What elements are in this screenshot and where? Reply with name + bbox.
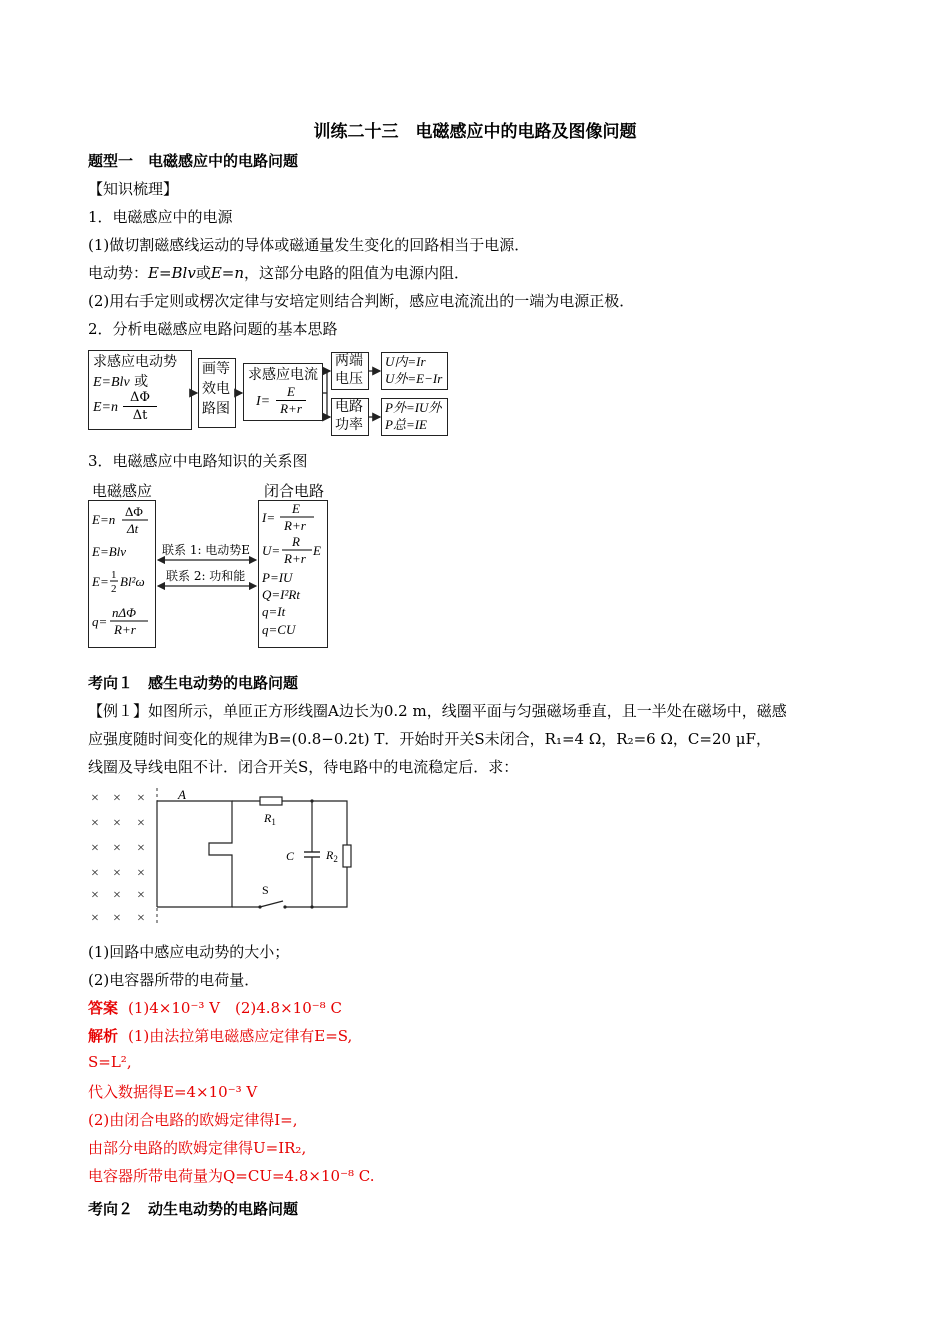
svg-text:q=CU: q=CU xyxy=(262,622,296,637)
svg-text:×: × xyxy=(137,841,145,856)
coil-label: A xyxy=(178,787,186,802)
item2-title: 2．分析电磁感应电路问题的基本思路 xyxy=(88,320,338,338)
direction1-heading: 考向１ 感生电动势的电路问题 xyxy=(88,674,299,692)
svg-text:×: × xyxy=(113,791,121,806)
analysis-line6: 电容器所带电荷量为Q=CU=4.8×10⁻⁸ C. xyxy=(88,1167,375,1185)
flow-box-equivalent: 画等 效电 路图 xyxy=(198,358,236,428)
svg-text:P=IU: P=IU xyxy=(262,570,293,585)
svg-text:U=: U= xyxy=(262,543,281,558)
circuit-diagram xyxy=(85,784,360,929)
svg-text:nΔΦ: nΔΦ xyxy=(112,605,137,620)
item1-line3: (2)用右手定则或楞次定律与安培定则结合判断，感应电流流出的一端为电源正极． xyxy=(88,292,635,310)
r1-label: $R_1$ xyxy=(264,811,276,827)
coil-a xyxy=(157,801,232,907)
rel-left-f1-prefix: E=n xyxy=(92,512,116,527)
flow-box-power: 电路 功率 xyxy=(331,398,369,436)
svg-text:×: × xyxy=(137,791,145,806)
svg-text:×: × xyxy=(113,841,121,856)
relation-right-title: 闭合电路 xyxy=(264,482,325,500)
relation-content xyxy=(0,0,340,660)
flow-emf-f2: E=n xyxy=(93,400,118,415)
svg-text:R+r: R+r xyxy=(284,551,306,566)
r2-label: $R_2$ xyxy=(326,848,338,864)
example1-line2: 应强度随时间变化的规律为B=(0.8−0.2t) T．开始时开关S未闭合，R₁=4 Ω，R₂=6 Ω，C=20 μF， xyxy=(88,730,771,748)
flow-box-voltage: 两端 电压 xyxy=(331,352,369,390)
example1-line1: 【例１】如图所示，单匝正方形线圈A边长为0.2 m，线圈平面与匀强磁场垂直，且一半处在磁场中，磁感 xyxy=(88,702,787,720)
item1-line1: (1)做切割磁感线运动的导体或磁通量发生变化的回路相当于电源． xyxy=(88,236,530,254)
resistor-r1 xyxy=(260,797,282,805)
rel-left-f2: E=Blv xyxy=(92,544,127,559)
flow-box-current: 求感应电流 I= E R+r xyxy=(243,363,323,421)
svg-text:×: × xyxy=(91,841,99,856)
svg-text:×: × xyxy=(91,866,99,881)
c-label: C xyxy=(286,849,295,863)
rel-left-f3: E= xyxy=(92,574,109,589)
item1-title: 1．电磁感应中的电源 xyxy=(88,208,233,226)
section-heading: 题型一 电磁感应中的电路问题 xyxy=(88,152,299,170)
svg-text:R+r: R+r xyxy=(284,518,306,533)
flow-emf-num: ΔΦ xyxy=(123,390,157,407)
resistor-r2 xyxy=(343,845,351,867)
flow-box-power-formulas: P外=IU外 P总=IE xyxy=(381,398,448,436)
analysis-line4: (2)由闭合电路的欧姆定律得I=, xyxy=(88,1111,298,1129)
svg-text:E: E xyxy=(313,543,321,558)
svg-text:×: × xyxy=(113,911,121,926)
item3-title: 3．电磁感应中电路知识的关系图 xyxy=(88,452,308,470)
rel-left-f1-num: ΔΦ xyxy=(125,504,143,519)
emf-suffix: ，这部分电路的阻值为电源内阻． xyxy=(244,264,470,282)
emf-formula1: E=Blv xyxy=(148,264,196,282)
svg-text:×: × xyxy=(137,866,145,881)
flow-emf-title: 求感应电动势 xyxy=(93,354,177,370)
svg-text:×: × xyxy=(137,816,145,831)
emf-prefix: 电动势： xyxy=(88,264,149,282)
svg-text:×: × xyxy=(91,816,99,831)
answer-label: 答案 xyxy=(88,999,119,1017)
question1: (1)回路中感应电动势的大小； xyxy=(88,943,290,961)
rel-left-f4: q= xyxy=(92,614,108,629)
magnetic-field-crosses xyxy=(91,791,145,926)
svg-text:I=: I= xyxy=(262,510,276,525)
svg-text:1: 1 xyxy=(111,569,117,581)
svg-text:Bl²ω: Bl²ω xyxy=(120,574,145,589)
flow-emf-f1: E=Blv 或 xyxy=(93,374,149,390)
example-tag: 【例１】 xyxy=(88,702,149,720)
cross-icon: × xyxy=(91,791,99,806)
relation-link2: 联系 2: 功和能 xyxy=(166,569,246,583)
svg-text:2: 2 xyxy=(111,583,117,595)
answer-text: (1)4×10⁻³ V (2)4.8×10⁻⁸ C xyxy=(128,999,342,1017)
svg-text:×: × xyxy=(113,816,121,831)
flow-box-voltage-formulas: U内=Ir U外=E−Ir xyxy=(381,352,448,390)
analysis-line3: 代入数据得E=4×10⁻³ V xyxy=(88,1083,258,1101)
svg-text:×: × xyxy=(137,888,145,903)
answer-line xyxy=(88,997,342,1018)
svg-text:R: R xyxy=(292,534,300,549)
svg-text:×: × xyxy=(91,888,99,903)
analysis-line2: S=L², xyxy=(88,1053,132,1071)
flow-emf-den: Δt xyxy=(132,408,148,423)
rel-left-f1-den: Δt xyxy=(127,521,139,536)
example1-line3: 线圈及导线电阻不计．闭合开关S，待电路中的电流稳定后．求： xyxy=(88,758,519,776)
s-label: S xyxy=(262,883,269,897)
analysis-line5: 由部分电路的欧姆定律得U=IR₂, xyxy=(88,1139,307,1157)
svg-text:×: × xyxy=(113,888,121,903)
switch-s xyxy=(260,901,283,907)
question2: (2)电容器所带的电荷量． xyxy=(88,971,260,989)
relation-link1: 联系 1: 电动势E xyxy=(162,543,251,557)
svg-text:q=It: q=It xyxy=(262,604,286,619)
svg-text:E: E xyxy=(292,501,300,516)
svg-text:×: × xyxy=(113,866,121,881)
relation-left-title: 电磁感应 xyxy=(92,482,153,500)
page-title: 训练二十三 电磁感应中的电路及图像问题 xyxy=(313,122,637,142)
analysis-label: 解析 xyxy=(88,1027,119,1045)
analysis-line1: 解析 (1)由法拉第电磁感应定律有E=S, xyxy=(88,1027,353,1045)
svg-text:R+r: R+r xyxy=(114,622,136,637)
emf-formula2: E=n xyxy=(210,264,245,282)
svg-text:×: × xyxy=(91,911,99,926)
emf-or: 或 xyxy=(195,264,211,282)
svg-text:×: × xyxy=(137,911,145,926)
svg-text:Q=I²Rt: Q=I²Rt xyxy=(262,587,300,602)
knowledge-tag: 【知识梳理】 xyxy=(88,180,179,198)
direction2-heading: 考向２ 动生电动势的电路问题 xyxy=(88,1200,299,1218)
